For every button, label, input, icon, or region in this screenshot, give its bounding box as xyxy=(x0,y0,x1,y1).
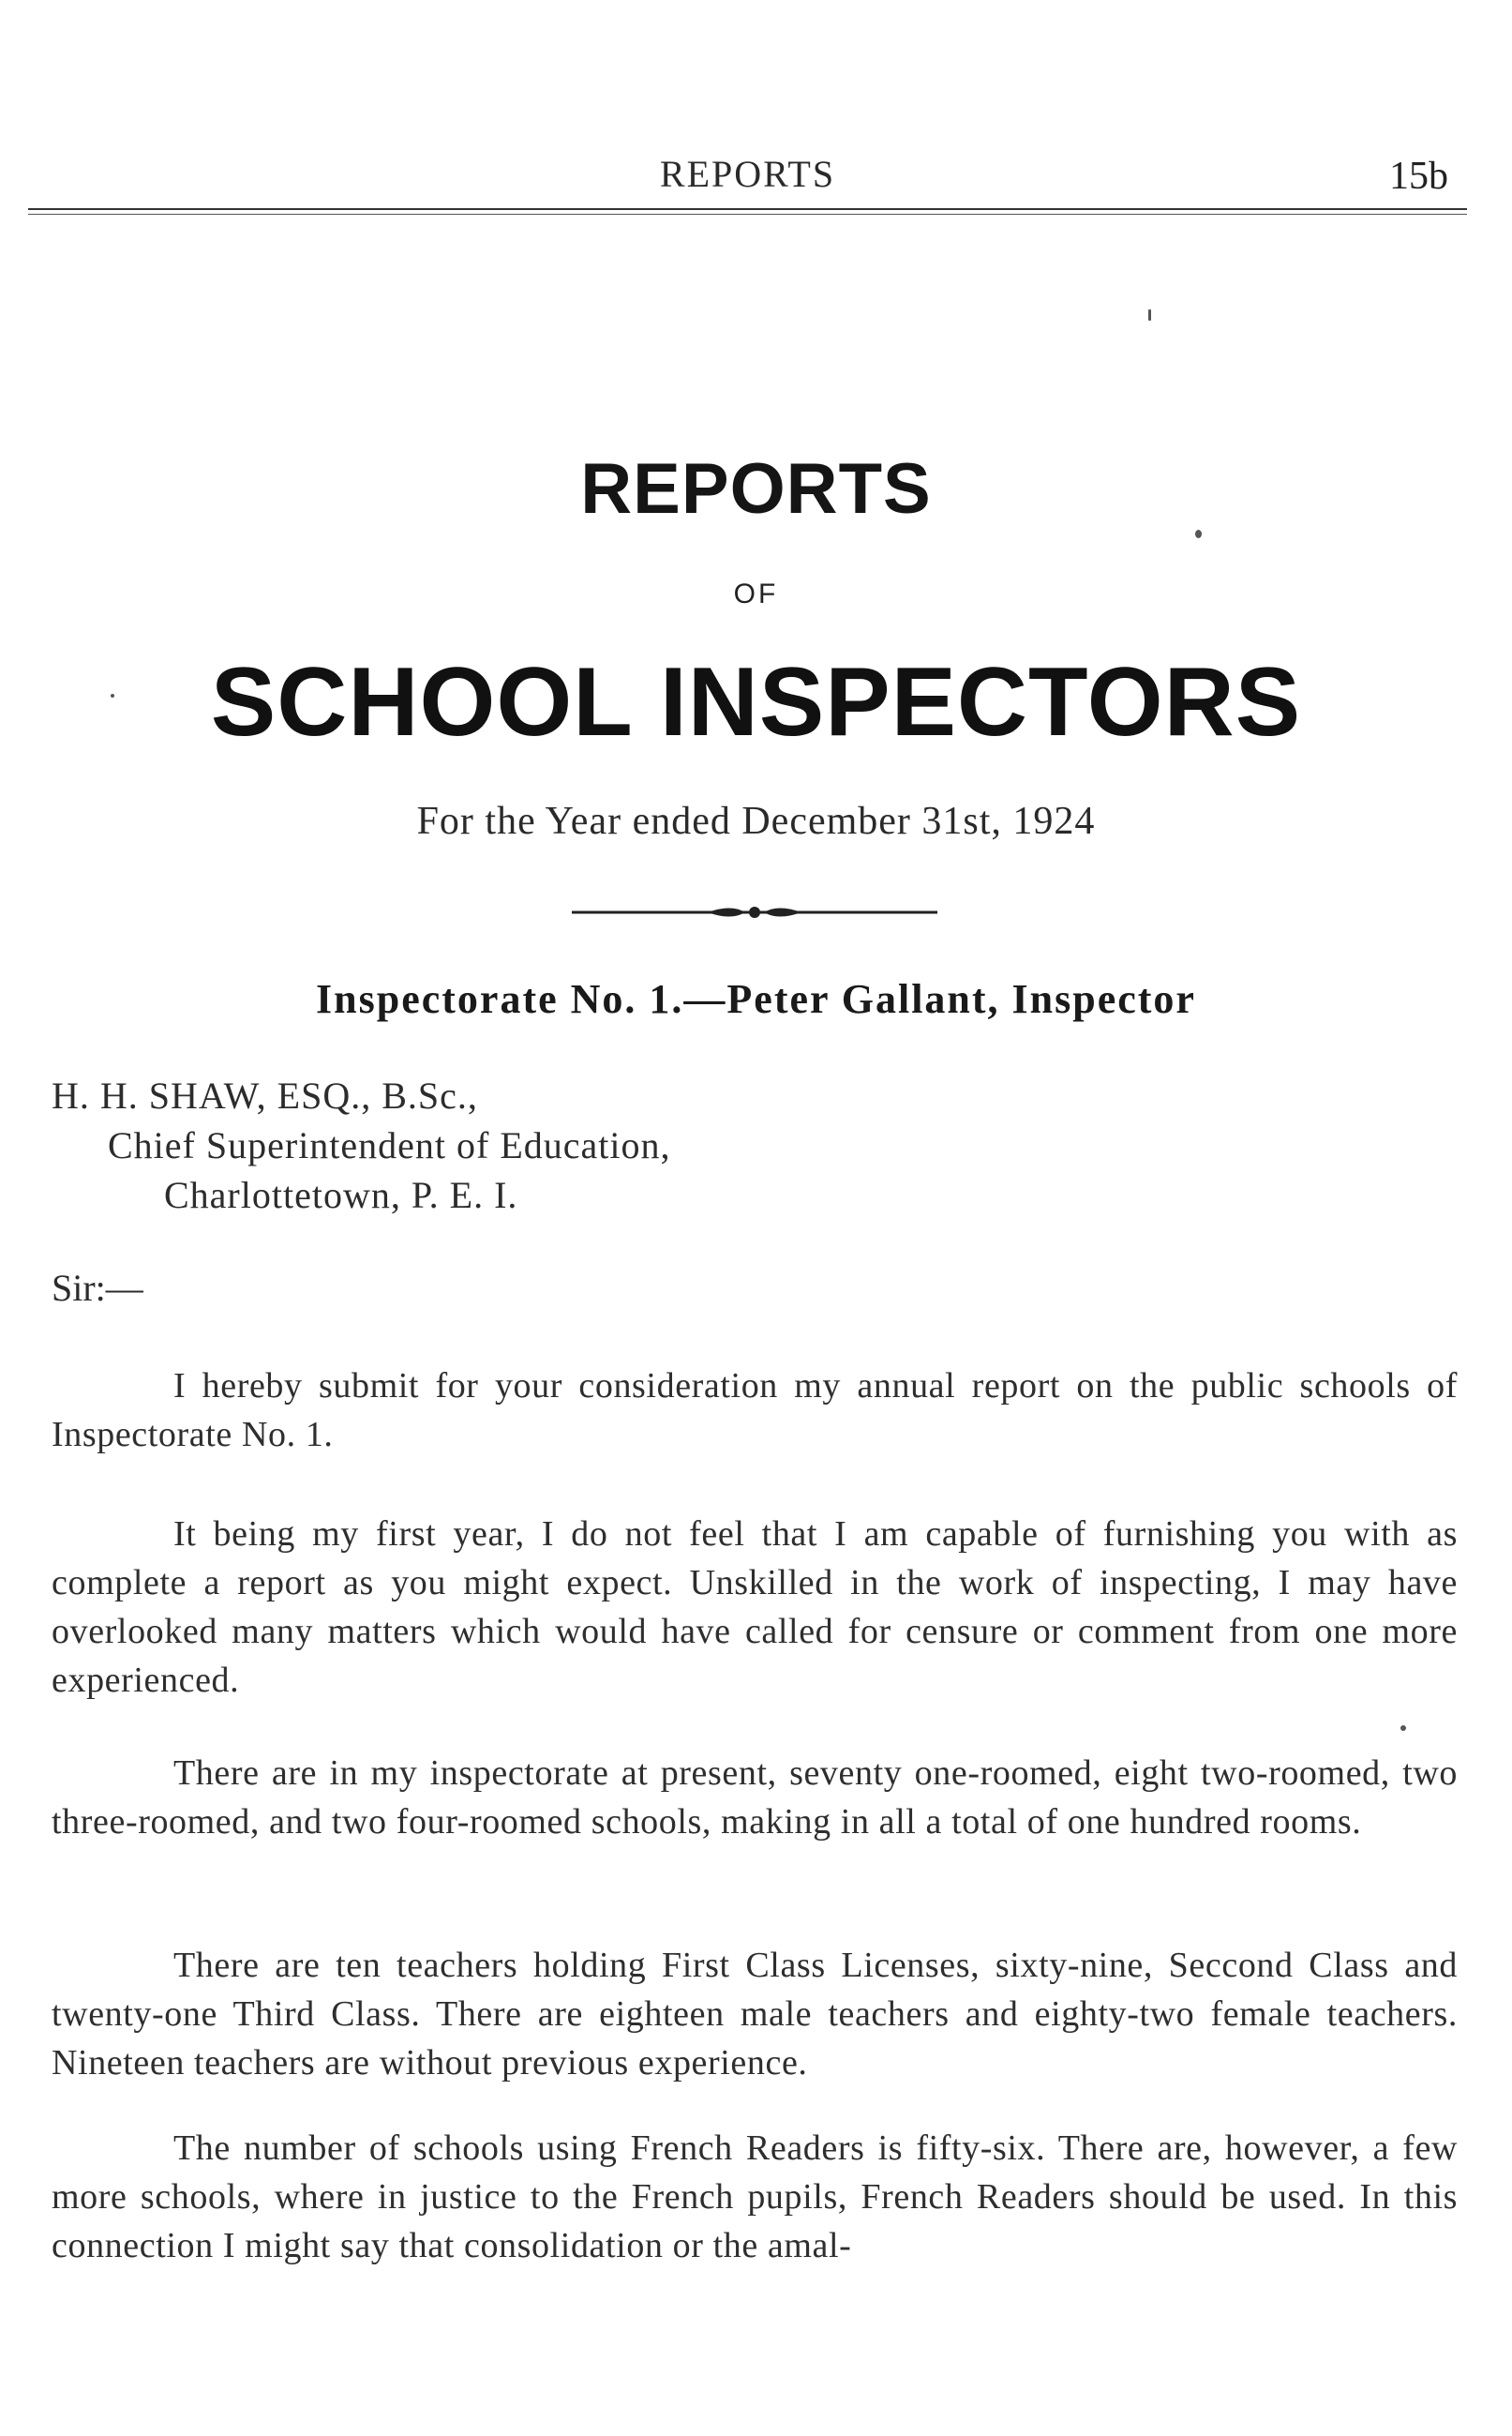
ornament-divider xyxy=(572,898,937,926)
address-line-2: Chief Superintendent of Education, xyxy=(108,1124,671,1166)
scan-speck xyxy=(1400,1725,1406,1731)
paragraph-4: There are ten teachers holding First Class Licenses, sixty-nine, Seccond Class and twenty-one Third Class. There are eighteen male teachers and eighty-two female teachers. Nineteen teachers are without previous experience. xyxy=(52,1946,1458,2083)
scan-speck xyxy=(111,694,114,698)
title-of: OF xyxy=(733,579,779,609)
title-school-inspectors: SCHOOL INSPECTORS xyxy=(210,648,1302,757)
title-year-subtitle: For the Year ended December 31st, 1924 xyxy=(416,800,1096,843)
paragraph-3: There are in my inspectorate at present, seventy one-roomed, eight two-roomed, two three-roomed, and two four-roomed schools, making in all a total of one hundred rooms. xyxy=(52,1753,1458,1842)
running-header xyxy=(28,141,1467,206)
inspectorate-heading: Inspectorate No. 1.—Peter Gallant, Inspector xyxy=(316,976,1196,1022)
paragraph-5: The number of schools using French Readers is fifty-six. There are, however, a few more schools, where in justice to the French pupils, French Readers should be used. In this connection I might say that consolidation or the amal- xyxy=(52,2128,1458,2265)
paragraph-1: I hereby submit for your consideration my annual report on the public schools of Inspectorate No. 1. xyxy=(52,1366,1458,1454)
address-line-1: H. H. SHAW, ESQ., B.Sc., xyxy=(52,1075,478,1117)
paragraph-2: It being my first year, I do not feel that I am capable of furnishing you with as complete a report as you might expect. Unskilled in the work of inspecting, I may have overlooked many matters which would have called for censure or comment from one more experienced. xyxy=(52,1514,1458,1700)
title-reports: REPORTS xyxy=(580,449,932,529)
scan-speck xyxy=(1195,530,1202,538)
header-rule xyxy=(28,208,1467,215)
address-line-3: Charlottetown, P. E. I. xyxy=(164,1174,518,1216)
page-number: 15b xyxy=(1389,155,1448,198)
scan-speck xyxy=(1148,309,1151,321)
running-title: REPORTS xyxy=(659,153,836,195)
salutation: Sir:— xyxy=(52,1267,143,1309)
